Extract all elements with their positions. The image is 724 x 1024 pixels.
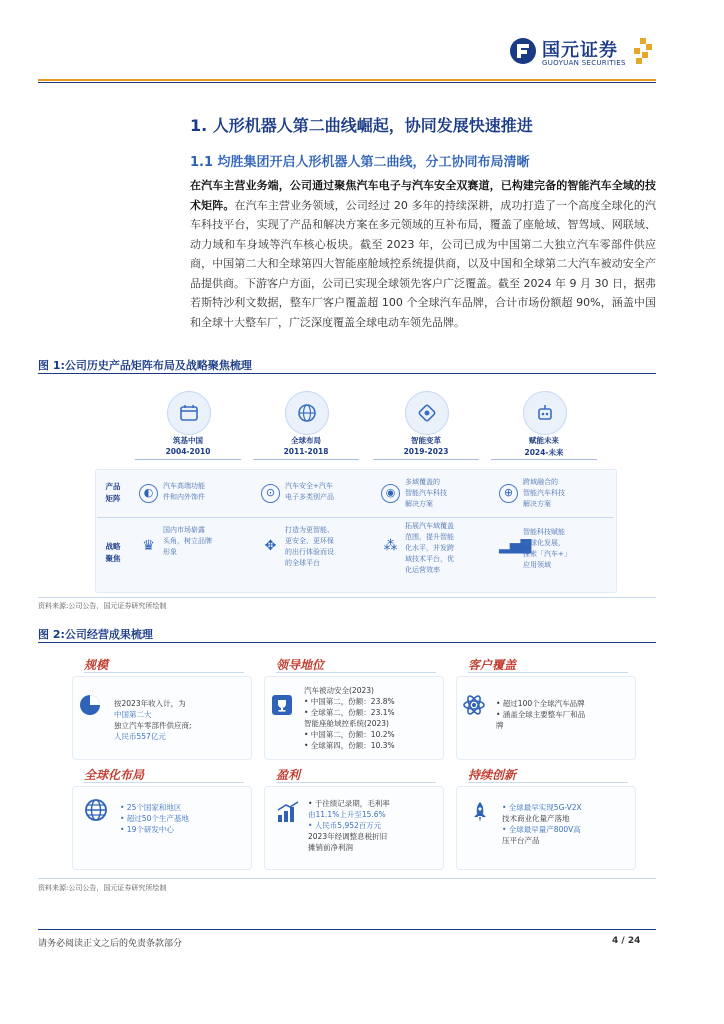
block-scale-rule [84,672,244,673]
stage-4-name: 赋能未来 [529,436,559,445]
block-profit-title: 盈利 [276,768,301,782]
leadership-line-3: • 全球第二，份额：23.1% [304,708,395,717]
leadership-line-1: 汽车被动安全(2023) [304,686,374,695]
header-rule-gold [38,79,656,81]
matrix-row-divider [97,517,613,518]
product-cell-1: 汽车高端功能 件和内外饰件 [163,482,205,501]
paragraph-body: 在汽车主营业务领域，公司经过 20 多年的持续深耕，成功打造了一个高度全球化的汽车科技平台，实现了产品和解决方案在多元领域的互补布局，覆盖了座舱域、智驾域、网联域、动力域和车身域等汽车核心板块。截至 2023 年，公司已成为中国第二大独立汽车零部件供应商，中国第二大和全球第四大智能座舱域控系统提供商，以及中国和全球第二大汽车被动安全产品提供商。下游客户方面，公司已实现全球领先客户广泛覆盖。截至 2024 年 9 月 30 日，据弗若斯特沙利文数据，整车厂客户覆盖超 100 个全球汽车品牌，合计市场份额超 90%，涵盖中国和全球十大整车厂，广泛深度覆盖全球电动车领先品牌。 [190,198,656,329]
stage-2-bar [253,459,359,460]
stage-1-years: 2004-2010 [165,447,211,456]
global-line-1: • 25个国家和地区 [120,803,182,812]
logo-text-cn: 国元证券 [542,40,618,61]
section-heading: 1. 人形机器人第二曲线崛起，协同发展快速推进 [190,116,533,135]
calendar-icon [179,403,199,423]
block-leadership-rule [276,672,436,673]
strategy-cell-2: 打造为更智能、 更安全、更环保 的出行体验而设 的全球平台 [285,526,334,567]
figure1-bottom-rule [38,597,656,598]
profit-line-2: 由11.1%上升至15.6% [308,810,386,819]
stage-2-icon-wrap [285,391,329,435]
figure1-title: 图 1:公司历史产品矩阵布局及战略聚焦梳理 [38,359,252,372]
stage-3-name: 智能变革 [411,436,441,445]
profit-line-5: 摊销前净利润 [308,843,353,852]
customers-line-3: 牌 [496,721,504,730]
scale-line-4: 人民币557亿元 [114,732,166,741]
footer-disclaimer: 请务必阅读正文之后的免责条款部分 [38,939,183,949]
figure2-source: 资料来源:公司公告，国元证券研究所绘制 [38,884,167,892]
product-cell-4: 跨域融合的 智能汽车科技 解决方案 [523,478,565,508]
seat-icon: ◐ [139,484,158,503]
block-scale-title: 规模 [84,658,109,672]
innovation-line-4: 压平台产品 [502,836,540,845]
header-rule-blue [38,82,656,83]
stage-1-icon-wrap [167,391,211,435]
stage-2-name: 全球布局 [291,436,321,445]
strategy-cell-3: 拓展汽车域覆盖 范围，提升智能 化水平，并发跨 域技术平台，优 化运营效率 [405,522,454,574]
stage-3-bar [373,459,479,460]
globe-grid-icon [84,798,108,822]
profit-line-4: 2023年经调整息税折旧 [308,832,388,841]
move-arrows-icon: ✥ [264,538,277,554]
pie-chart-icon [78,693,102,717]
growth-chart-icon [276,800,300,824]
row-label-product: 产品 矩阵 [105,482,121,503]
figure2-bottom-rule [38,878,656,879]
smart-wheel-icon: ⊕ [499,484,518,503]
leadership-line-2: • 中国第二，份额：23.8% [304,697,395,706]
body-paragraph [190,176,656,332]
block-innovation-title: 持续创新 [468,768,517,782]
block-scale [72,676,252,760]
logo-mark-icon [508,36,538,66]
customers-line-1: • 超过100个全球汽车品牌 [496,699,585,708]
page-number: 4 / 24 [612,936,641,946]
trophy-icon [270,693,294,717]
customers-line-2: • 涵盖全球主要整车厂和品 [496,710,586,719]
product-cell-2: 汽车安全+汽车 电子多类别产品 [285,482,334,501]
block-customers-title: 客户覆盖 [468,658,517,672]
globe-icon [297,403,317,423]
ai-chip-icon [417,403,437,423]
bar-growth-icon: ▂▅▇ [499,538,532,554]
leadership-line-5: • 中国第二，份额：10.2% [304,730,395,739]
stage-1-bar [135,459,241,460]
stage-3-years: 2019-2023 [403,447,449,456]
strategy-cell-1: 国内市场崭露 头角，树立品牌 形象 [163,526,212,556]
figure1-source: 资料来源:公司公告，国元证券研究所绘制 [38,602,167,610]
scale-line-1: 按2023年收入计，为 [114,699,186,708]
cockpit-icon: ◉ [381,484,400,503]
block-global-rule [84,782,244,783]
strategy-cell-4: 智能科技赋能 全球化发展， 探索「汽车+」 应用领域 [523,528,571,569]
block-innovation-rule [468,782,628,783]
figure1-diagram [95,385,625,595]
block-global-title: 全球化布局 [84,768,145,782]
innovation-line-3: • 全球最早量产800V高 [502,825,581,834]
figure2-title: 图 2:公司经营成果梳理 [38,628,153,641]
block-profit-rule [276,782,436,783]
innovation-line-1: • 全球最早实现5G-V2X [502,803,582,812]
stage-4-years: 2024-未来 [524,448,564,457]
logo-accent-icon [630,38,656,64]
logo-text-en: GUOYUAN SECURITIES [542,59,626,67]
crown-icon: ♛ [142,538,155,554]
leadership-line-4: 智能座舱域控系统(2023) [304,719,389,728]
profit-line-1: • 于往绩记录期，毛利率 [308,799,390,808]
profit-line-3: • 人民币5,952百万元 [308,821,382,830]
network-icon: ⁂ [383,538,398,554]
footer-rule [38,929,656,930]
figure1-rule [38,373,656,374]
global-line-2: • 超过50个生产基地 [120,814,189,823]
stage-4-bar [491,459,597,460]
stage-3-icon-wrap [405,391,449,435]
steering-wheel-icon: ⊙ [261,484,280,503]
block-leadership-title: 领导地位 [276,658,325,672]
block-customers-rule [468,672,628,673]
company-logo [508,36,658,70]
stage-1-name: 筑基中国 [173,436,203,445]
figure2-rule [38,642,656,643]
leadership-line-6: • 全球第四，份额：10.3% [304,741,395,750]
global-line-3: • 19个研发中心 [120,825,174,834]
stage-2-years: 2011-2018 [283,447,329,456]
subsection-heading: 1.1 均胜集团开启人形机器人第二曲线，分工协同布局清晰 [190,155,530,170]
atom-icon [462,693,486,717]
robot-icon [535,403,555,423]
stage-4-icon-wrap [523,391,567,435]
innovation-line-2: 技术商业化量产落地 [502,814,570,823]
rocket-icon [468,800,492,824]
scale-line-2: 中国第二大 [114,710,152,719]
scale-line-3: 独立汽车零部件供应商; [114,721,192,730]
paragraph-lead: 在汽车主营业务端，公司通过聚焦汽车电子与汽车安全双赛道，已构建完备的智能汽车全域的技术矩阵。 [190,179,656,212]
row-label-strategy: 战略 聚焦 [105,542,121,563]
product-cell-3: 多域覆盖的 智能汽车科技 解决方案 [405,478,447,508]
